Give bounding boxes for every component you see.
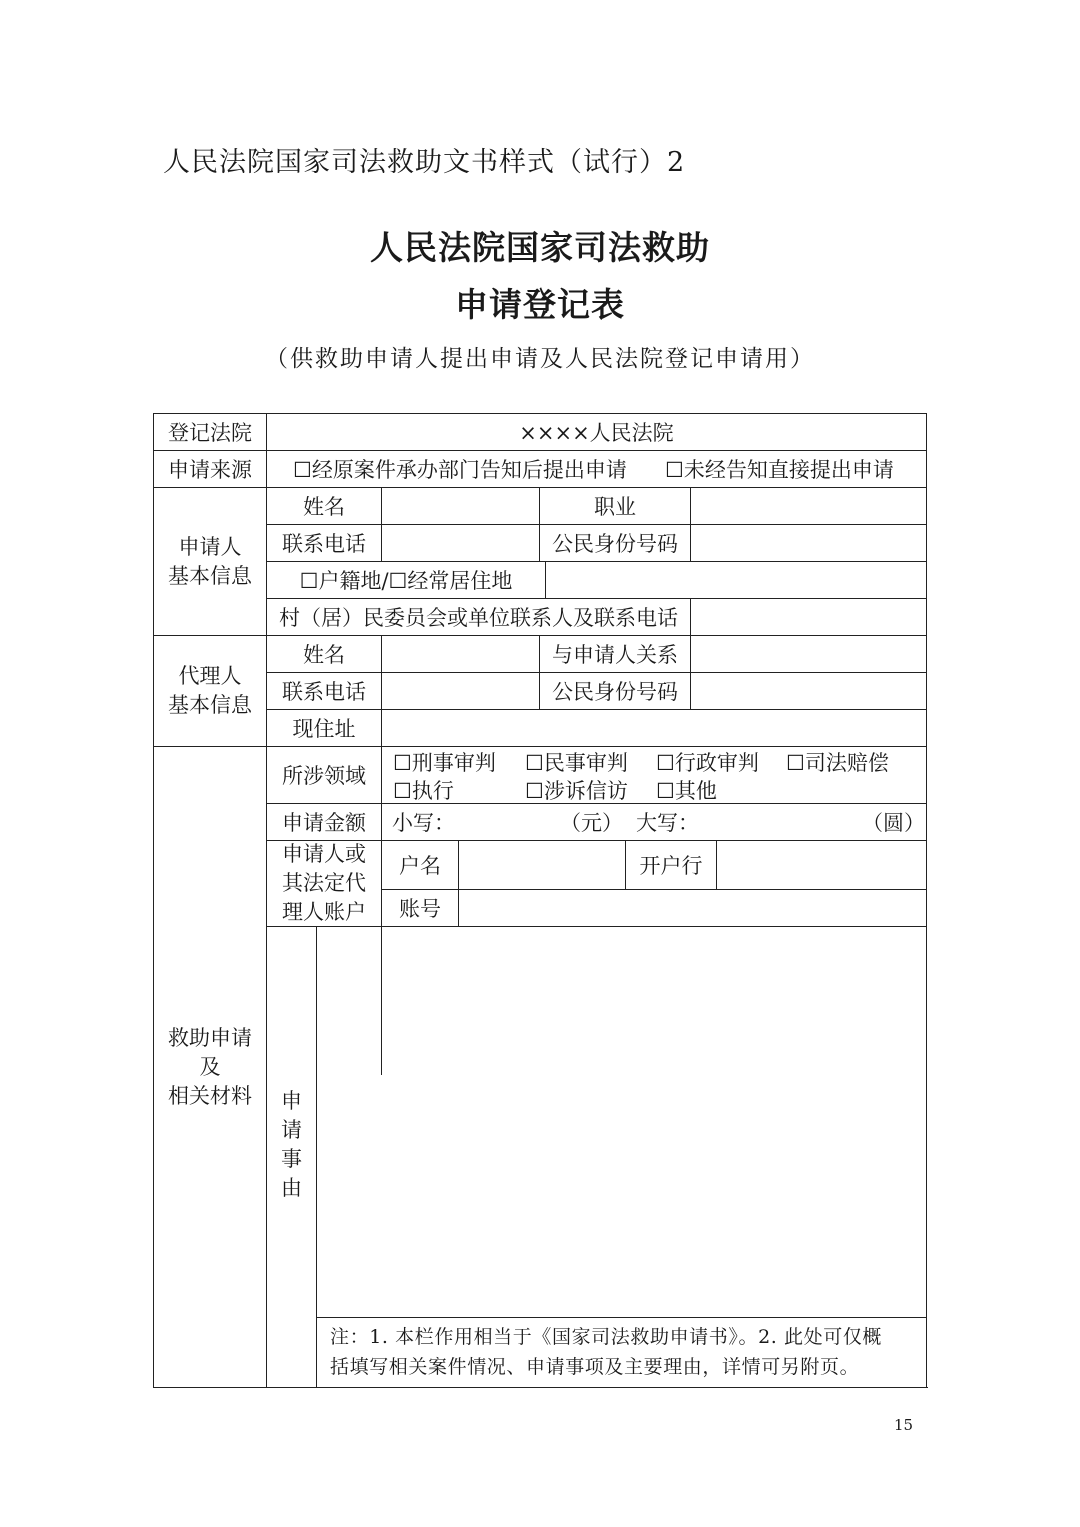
row-divider bbox=[316, 1317, 927, 1318]
table-border-right bbox=[926, 413, 927, 1388]
agent-id-number-field[interactable] bbox=[691, 673, 926, 709]
page-number: 15 bbox=[894, 1416, 914, 1434]
document-label: 人民法院国家司法救助文书样式（试行）2 bbox=[163, 147, 686, 178]
domain-option-compensation[interactable]: ☐司法赔偿 bbox=[786, 751, 889, 775]
agent-section-line1: 代理人 bbox=[178, 664, 242, 688]
agent-name-label: 姓名 bbox=[303, 643, 345, 667]
applicant-id-number-field[interactable] bbox=[691, 525, 926, 561]
reason-note bbox=[330, 1322, 922, 1382]
amount-label: 申请金额 bbox=[282, 811, 366, 835]
domain-option-other[interactable]: ☐其他 bbox=[656, 779, 717, 803]
amount-lower-label: 小写： bbox=[392, 811, 455, 835]
applicant-occupation-field[interactable] bbox=[691, 488, 926, 524]
applicant-phone-label: 联系电话 bbox=[282, 532, 366, 556]
domain-option-criminal[interactable]: ☐刑事审判 bbox=[393, 751, 496, 775]
aid-section-line1: 救助申请 bbox=[168, 1025, 252, 1050]
aid-section-line3: 相关材料 bbox=[168, 1083, 252, 1108]
amount-upper-field[interactable] bbox=[710, 804, 860, 840]
agent-address-label: 现住址 bbox=[292, 717, 356, 741]
amount-yuan-upper-unit: （圆） bbox=[862, 811, 925, 835]
form-title-line1: 人民法院国家司法救助 bbox=[370, 228, 710, 267]
reason-note-line2: 括填写相关案件情况、申请事项及主要理由，详情可另附页。 bbox=[330, 1356, 860, 1378]
account-section-line2: 其法定代 bbox=[282, 871, 366, 895]
agent-address-field[interactable] bbox=[382, 710, 926, 746]
account-section-line3: 理人账户 bbox=[282, 900, 366, 924]
source-option-notified[interactable]: ☐经原案件承办部门告知后提出申请 bbox=[293, 458, 627, 482]
application-source-label: 申请来源 bbox=[168, 458, 252, 482]
agent-relation-label: 与申请人关系 bbox=[552, 643, 678, 667]
domain-option-administrative[interactable]: ☐行政审判 bbox=[656, 751, 759, 775]
registration-court-label: 登记法院 bbox=[168, 421, 252, 445]
account-section-label bbox=[267, 841, 381, 926]
agent-relation-field[interactable] bbox=[691, 636, 926, 672]
applicant-section-line2: 基本信息 bbox=[168, 563, 252, 588]
applicant-residence-field[interactable] bbox=[546, 562, 926, 598]
bank-field[interactable] bbox=[717, 841, 926, 889]
amount-yuan-unit: （元） bbox=[560, 811, 623, 835]
amount-upper-label: 大写： bbox=[636, 811, 699, 835]
agent-section-line2: 基本信息 bbox=[168, 693, 252, 717]
domain-option-enforcement[interactable]: ☐执行 bbox=[393, 779, 454, 803]
account-name-field[interactable] bbox=[459, 841, 625, 889]
reason-note-line1: 注：1. 本栏作用相当于《国家司法救助申请书》。2. 此处可仅概 bbox=[330, 1326, 883, 1348]
applicant-name-label: 姓名 bbox=[303, 495, 345, 519]
domain-option-civil[interactable]: ☐民事审判 bbox=[525, 751, 628, 775]
agent-section-label bbox=[154, 636, 266, 746]
committee-contact-field[interactable] bbox=[691, 599, 926, 635]
applicant-section-label bbox=[154, 488, 266, 635]
reason-char: 请 bbox=[281, 1118, 302, 1142]
agent-name-field[interactable] bbox=[382, 636, 539, 672]
form-subtitle: （供救助申请人提出申请及人民法院登记申请用） bbox=[265, 346, 815, 372]
reason-char: 事 bbox=[281, 1147, 302, 1171]
account-name-label: 户名 bbox=[399, 854, 441, 878]
account-number-label: 账号 bbox=[399, 897, 441, 921]
reason-label bbox=[267, 1085, 316, 1205]
agent-id-number-label: 公民身份号码 bbox=[552, 680, 678, 704]
applicant-phone-field[interactable] bbox=[382, 525, 539, 561]
applicant-occupation-label: 职业 bbox=[594, 495, 636, 519]
applicant-section-line1: 申请人 bbox=[178, 534, 242, 559]
account-section-line1: 申请人或 bbox=[282, 842, 366, 866]
source-option-direct[interactable]: ☐未经告知直接提出申请 bbox=[665, 458, 894, 482]
form-title-line2: 申请登记表 bbox=[455, 285, 625, 324]
table-border-bottom bbox=[153, 1387, 928, 1388]
reason-char: 申 bbox=[281, 1089, 302, 1113]
aid-section-line2: 及 bbox=[199, 1054, 221, 1079]
aid-section-label bbox=[154, 747, 266, 1387]
agent-phone-label: 联系电话 bbox=[282, 680, 366, 704]
domain-label: 所涉领域 bbox=[282, 764, 366, 788]
applicant-residence-type[interactable]: ☐户籍地/☐经常居住地 bbox=[299, 569, 513, 593]
reason-char: 由 bbox=[281, 1176, 302, 1200]
applicant-name-field[interactable] bbox=[382, 488, 539, 524]
bank-label: 开户行 bbox=[639, 854, 703, 878]
applicant-id-number-label: 公民身份号码 bbox=[552, 532, 678, 556]
account-number-field[interactable] bbox=[459, 890, 926, 926]
committee-contact-label: 村（居）民委员会或单位联系人及联系电话 bbox=[279, 606, 678, 630]
registration-court-value[interactable]: ××××人民法院 bbox=[519, 421, 674, 445]
amount-lower-field[interactable] bbox=[475, 804, 555, 840]
reason-field[interactable] bbox=[317, 927, 926, 1317]
agent-phone-field[interactable] bbox=[382, 673, 539, 709]
domain-option-petition[interactable]: ☐涉诉信访 bbox=[525, 779, 628, 803]
